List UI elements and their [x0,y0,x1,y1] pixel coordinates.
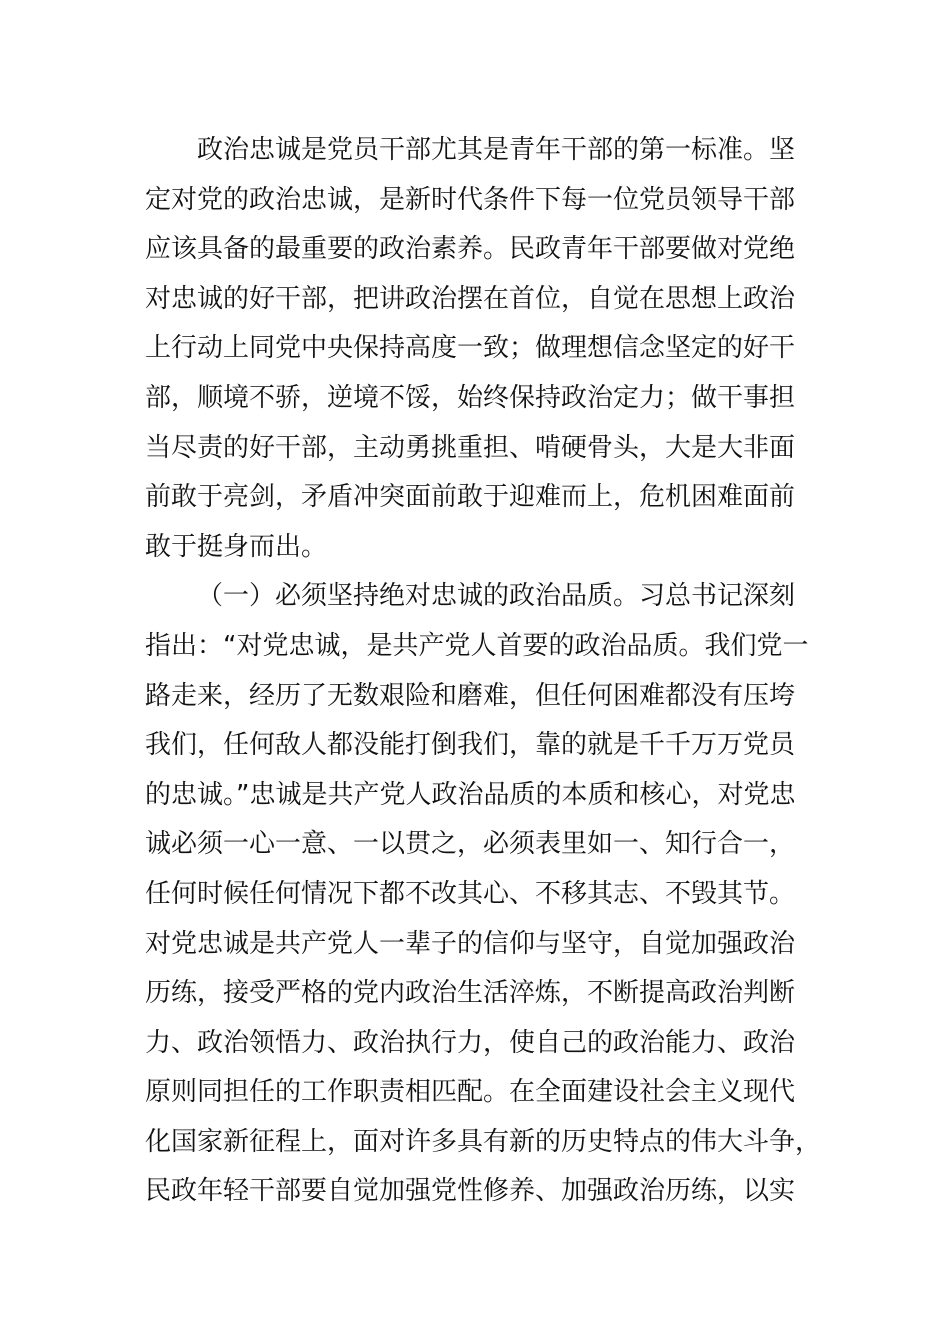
paragraph-1-line-8: 前敢于亮剑，矛盾冲突面前敢于迎难而上，危机困难面前 [145,482,796,513]
paragraph-2-line-8: 对党忠诚是共产党人一辈子的信仰与坚守，自觉加强政治 [145,928,796,959]
paragraph-2-line-12: 化国家新征程上，面对许多具有新的历史特点的伟大斗争， [145,1126,822,1157]
paragraph-2-line-7: 任何时候任何情况下都不改其心、不移其志、不毁其节。 [145,878,796,909]
paragraph-2-line-13: 民政年轻干部要自觉加强党性修养、加强政治历练，以实 [145,1176,796,1207]
paragraph-1-line-4: 对忠诚的好干部，把讲政治摆在首位，自觉在思想上政治 [145,283,796,314]
paragraph-2-line-3: 路走来，经历了无数艰险和磨难，但任何困难都没有压垮 [145,680,796,711]
paragraph-1-line-7: 当尽责的好干部，主动勇挑重担、啃硬骨头，大是大非面 [145,432,796,463]
paragraph-2-line-5: 的忠诚。”忠诚是共产党人政治品质的本质和核心，对党忠 [145,779,796,810]
paragraph-1-line-1: 政治忠诚是党员干部尤其是青年干部的第一标准。坚 [197,135,796,165]
paragraph-1-line-3: 应该具备的最重要的政治素养。民政青年干部要做对党绝 [145,234,796,265]
paragraph-2-line-10: 力、政治领悟力、政治执行力，使自己的政治能力、政治 [145,1027,796,1058]
paragraph-2-line-4: 我们，任何敌人都没能打倒我们，靠的就是千千万万党员 [145,730,796,761]
paragraph-2-line-2: 指出：“对党忠诚，是共产党人首要的政治品质。我们党一 [145,630,809,661]
paragraph-2-line-9: 历练，接受严格的党内政治生活淬炼，不断提高政治判断 [145,978,796,1009]
paragraph-1-line-9: 敢于挺身而出。 [145,531,328,562]
body-text [145,126,822,1217]
paragraph-2-line-11: 原则同担任的工作职责相匹配。在全面建设社会主义现代 [145,1077,796,1108]
paragraph-1-line-6: 部，顺境不骄，逆境不馁，始终保持政治定力；做干事担 [145,382,796,413]
paragraph-1-line-2: 定对党的政治忠诚，是新时代条件下每一位党员领导干部 [145,184,796,215]
paragraph-2-line-1: （一）必须坚持绝对忠诚的政治品质。习总书记深刻 [197,581,796,612]
paragraph-1-line-5: 上行动上同党中央保持高度一致；做理想信念坚定的好干 [145,333,796,364]
paragraph-2-line-6: 诚必须一心一意、一以贯之，必须表里如一、知行合一， [145,829,796,860]
